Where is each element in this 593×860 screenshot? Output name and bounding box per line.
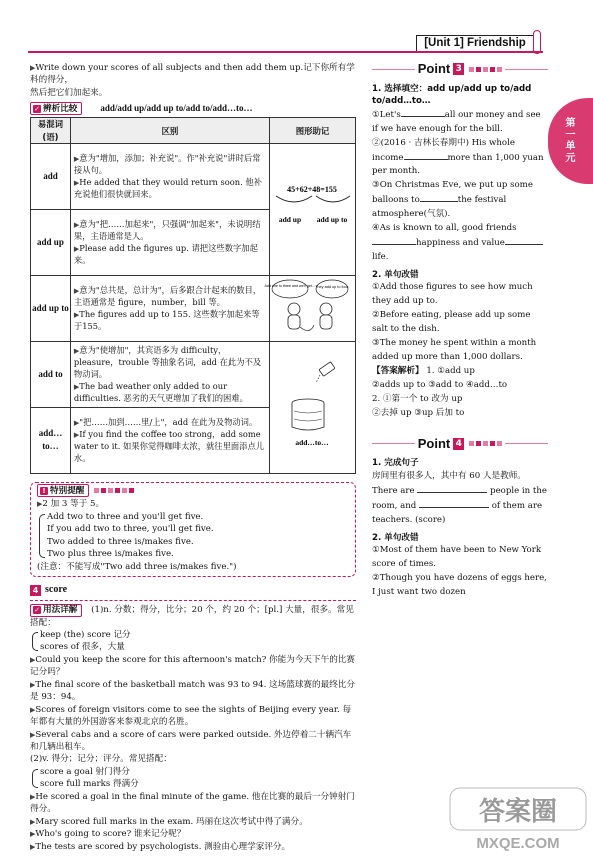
compare-table	[30, 117, 356, 473]
term-cell: add…to…	[31, 407, 71, 473]
answer-blank[interactable]	[419, 499, 489, 508]
decorative-dots	[469, 441, 502, 446]
collocation: score full marks 得满分	[40, 779, 139, 790]
svg-text:Add one to three and we'll get: Add one to three and we'll get…	[264, 283, 317, 288]
memory-picture-monkeys	[264, 275, 355, 341]
unit-title: [Unit 1] Friendship	[416, 35, 534, 52]
answer-blank[interactable]	[401, 108, 445, 117]
side-tab-char: 单	[565, 141, 576, 152]
point-3-header	[372, 60, 548, 79]
term-cell: add up to	[31, 275, 71, 341]
header-rule	[28, 51, 543, 53]
example-sentence: Several cabs and a score of cars were parked outside. 外边停着二十辆汽车和几辆出租车。	[30, 729, 352, 753]
answer-line: ②adds up to ③add to ④add…to	[372, 379, 508, 390]
decorative-dots	[469, 67, 502, 72]
question-title: 2. 单句改错	[372, 269, 419, 280]
svg-text:答案圈: 答案圈	[478, 797, 558, 827]
reminder-tag: ! 特别提醒	[37, 484, 89, 497]
example-sentence: He scored a goal in the final minute of the game. 他在比赛的最后一分钟射门得分。	[30, 791, 355, 815]
point-4-header	[372, 435, 548, 454]
watermark-logo	[448, 782, 588, 854]
monkeys-illustration-icon	[264, 277, 354, 337]
special-reminder-box: ! 特别提醒 ▶2 加 3 等于 5。 Add two to three and you'll get five. If you add two to three, you'll get five. Two added to three is/makes five. Two plus three is/makes five. (注意：不能写成"Two add three is/makes five.")	[30, 482, 356, 577]
brace-icon	[32, 632, 38, 651]
answer-blank[interactable]	[420, 193, 458, 202]
reminder-note: (注意：不能写成"Two add three is/makes five.")	[37, 561, 237, 572]
unit-side-tab	[548, 98, 593, 184]
side-tab-char: 第	[565, 118, 576, 129]
right-column	[372, 58, 548, 600]
question-item: ②Though you have dozens of eggs here, I just want two dozen	[372, 572, 547, 597]
word-heading	[30, 583, 356, 601]
question-title: 1. 选择填空：add up/add up to/add to/add…to…	[372, 83, 532, 107]
decorative-dots	[94, 488, 134, 493]
difference-cell: ▶意为"总共是，总计为"，后多跟合计起来的数目，主语通常是 figure，number，bill 等。 ▶The figures add up to 155. 这些数字加起来等于155。	[70, 275, 269, 341]
question-item: ①Let's all our money and see if we have enough for the bill.	[372, 109, 541, 134]
svg-text:add…to…: add…to…	[295, 437, 330, 447]
table-header: 易混词(语)	[31, 118, 71, 143]
difference-cell: ▶"把……加到……里/上"，add 在此为及物动词。 ▶If you find the coffee too strong，add some water to it. 如果你觉得咖啡太浓，就往里面添点儿水。	[70, 407, 269, 473]
answer-blank[interactable]	[417, 484, 487, 493]
svg-text:add up to: add up to	[317, 214, 348, 224]
watermark-icon	[448, 782, 588, 854]
question-item: ①Add those figures to see how much they add up to.	[372, 282, 533, 307]
table-header-row	[31, 118, 356, 143]
difference-cell: ▶意为"增加，添加；补充说"。作"补充说"讲时后常接从句。 ▶He added that they would return soon. 他补充说他们很快就回来。	[70, 143, 269, 209]
point-label: Point	[417, 61, 451, 76]
sense-1: (1)n. 分数；得分，比分；20 个，约 20 个；[pl.] 大量，很多。常见搭配：	[30, 605, 354, 628]
answer-blank[interactable]	[372, 236, 416, 245]
question-item: ③On Christmas Eve, we put up some balloons to the festival atmosphere(气氛).	[372, 180, 533, 220]
collocation: scores of 很多，大量	[40, 642, 125, 653]
question-item: There are people in the room, and of them are teachers. (score)	[372, 485, 547, 525]
compare-tag: ✓ 辨析比较	[30, 102, 82, 115]
question-title: 2. 单句改错	[372, 532, 419, 543]
example-sentence: The tests are scored by psychologists. 测验由心理学家评分。	[35, 841, 291, 852]
special-reminder-header	[37, 484, 137, 497]
answer-tag: 【答案解析】	[372, 365, 424, 376]
table-row	[31, 143, 356, 209]
example-sentence: Could you keep the score for this afternoon's match? 你能为今天下午的比赛记分吗？	[30, 654, 355, 678]
example-sentence: The final score of the basketball match was 93 to 94. 这场篮球赛的最终比分是 93：94。	[30, 679, 355, 703]
left-column	[30, 62, 356, 853]
word-number: 4	[30, 585, 41, 596]
answer-line: 2. ①第一个 to 改为 up	[372, 393, 463, 404]
question-item: ②Before eating, please add up some salt to the dish.	[372, 310, 531, 335]
brace-icon	[32, 769, 38, 788]
point-label: Point	[417, 435, 451, 451]
table-row	[31, 341, 356, 407]
option-sentence: Two added to three is/makes five.	[47, 536, 194, 547]
intro-sentence: ▶Write down your scores of all subjects and then add them up.记下你所有学科的得分， 然后把它们加起来。	[30, 63, 355, 98]
table-header: 图形助记	[269, 118, 355, 143]
usage-tag: ✓ 用法详解	[30, 604, 82, 617]
example-sentence: Who's going to score? 谁来记分呢？	[35, 829, 186, 840]
check-icon: ✓	[34, 606, 40, 614]
brace-icon	[39, 514, 45, 558]
collocation-group	[32, 629, 356, 654]
options-group	[39, 511, 349, 561]
question-item: ①Most of them have been to New York score of times.	[372, 545, 542, 569]
example-sentence: Mary scored full marks in the exam. 玛丽在这次考试中得了满分。	[35, 816, 308, 827]
sense-2: (2)v. 得分；记分；评分。常见搭配：	[30, 754, 172, 765]
question-title: 1. 完成句子	[372, 458, 419, 469]
word-title: score	[45, 584, 68, 595]
question-item: ②(2016 · 吉林长春期中) His whole income more than 1,000 yuan per month.	[372, 137, 544, 177]
compare-title: add/add up/add up to/add to/add…to…	[100, 103, 253, 114]
svg-text:add up: add up	[279, 214, 302, 224]
cup-illustration-icon	[270, 361, 354, 451]
difference-cell: ▶意为"把……加起来"，只强调"加起来"，未说明结果，主语通常是人。 ▶Please add the figures up. 请把这些数字加起来。	[70, 209, 269, 275]
difference-cell: ▶意为"使增加"，其宾语多为 difficulty，pleasure，trouble 等抽象名词，add 在此为不及物动词。 ▶The bad weather only added to our difficulties. 恶劣的天气更增加了我们的困难。	[70, 341, 269, 407]
memory-picture-cup	[269, 341, 355, 473]
point-number: 3	[453, 63, 464, 75]
table-header: 区别	[70, 118, 269, 143]
answer-line: 【答案解析】 1. ①add up	[372, 365, 475, 376]
question-item: ④As is known to all, good friendshappiness and valuelife.	[372, 222, 548, 265]
option-sentence: If you add two to three, you'll get five.	[47, 524, 214, 535]
option-sentence: Add two to three and you'll get five.	[47, 511, 204, 522]
triangle-bullet-icon: ▶	[30, 64, 36, 72]
compare-section-header	[30, 102, 356, 115]
example-sentence: Scores of foreign visitors come to see the sights of Beijing every year. 每年都有大量的外国游客来参观北京的名胜。	[30, 704, 352, 728]
collocation: keep (the) score 记分	[40, 629, 131, 640]
side-tab-char: 元	[565, 152, 576, 164]
svg-text:45+62+48=155: 45+62+48=155	[287, 184, 338, 194]
answer-blank[interactable]	[505, 236, 543, 245]
table-row	[31, 275, 356, 341]
side-tab-char: 一	[565, 129, 576, 141]
usage-section: ✓ 用法详解 (1)n. 分数；得分，比分；20 个，约 20 个；[pl.] 大量，很多。常见搭配： keep (the) score 记分 scores of 很多，大量 ▶Could you keep the score for this afternoon's match? 你能为今天下午的比赛记分吗？ ▶The final score of the basketball match was 93 to 94. 这场篮球赛的最终比分是 93：94。 ▶Scores of foreign visitors come to see the sights of Beijing every year. 每年都有大量的外国游客来参观北京的名胜。 ▶Several cabs and a score of cars were parked outside. 外边停着二十辆汽车和几辆出租车。 (2)v. 得分；记分；评分。常见搭配： score a goal 射门得分 score full marks 得满分 ▶He scored a goal in the final minute of the game. 他在比赛的最后一分钟射门得分。 ▶Mary scored full marks in the exam. 玛丽在这次考试中得了满分。 ▶Who's going to score? 谁来记分呢？ ▶The tests are scored by psychologists. 测验由心理学家评分。	[30, 604, 355, 852]
answer-blank[interactable]	[404, 151, 448, 160]
sum-diagram-icon	[270, 178, 354, 238]
check-icon: ✓	[34, 104, 40, 113]
option-sentence: Two plus three is/makes five.	[47, 549, 174, 560]
reminder-lead: 2 加 3 等于 5。	[42, 499, 105, 510]
page-header	[0, 0, 593, 56]
collocation: score a goal 射门得分	[40, 766, 130, 777]
question-prompt-zh: 房间里有很多人，其中有 60 人是教师。	[372, 470, 526, 481]
exclamation-icon: !	[40, 487, 48, 495]
answer-line: ②去掉 up ③up 后加 to	[372, 407, 465, 418]
svg-text:MXQE.COM: MXQE.COM	[476, 835, 560, 852]
term-cell: add to	[31, 341, 71, 407]
term-cell: add	[31, 143, 71, 209]
point-number: 4	[453, 438, 464, 450]
svg-text:They add up to four.: They add up to four.	[315, 284, 350, 289]
term-cell: add up	[31, 209, 71, 275]
question-item: ③The money he spent within a month added up more than 1,000 dollars.	[372, 338, 537, 362]
memory-picture-sum	[269, 143, 355, 275]
collocation-group	[32, 766, 356, 791]
